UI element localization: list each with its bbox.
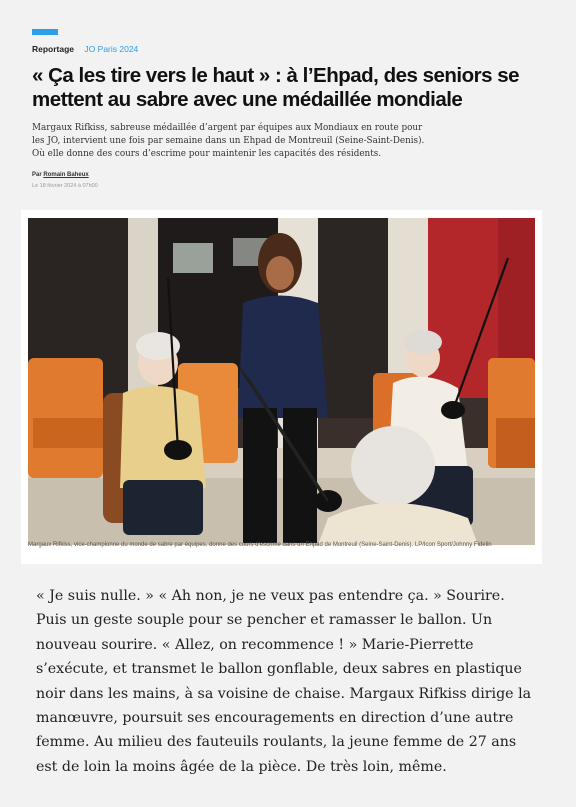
article-photo[interactable]: [28, 218, 535, 545]
author-link[interactable]: Romain Baheux: [43, 172, 89, 178]
topic-tag[interactable]: JO Paris 2024: [84, 44, 139, 54]
fencing-lesson-photo: [28, 218, 535, 545]
article-body-paragraph: « Je suis nulle. » « Ah non, je ne veux pas entendre ça. » Sourire. Puis un geste souple pour se pencher et ramasser le ballon. Un nouveau sourire. « Allez, on recommence ! » Marie-Pierrette s’exécute, et transmet le ballon gonflable, deux sabres en plastique noir dans les mains, à sa voisine de chaise. Margaux Rifkiss dirige la manœuvre, poursuit ses encouragements en direction d’une autre femme. Au milieu des fauteuils roulants, la jeune femme de 27 ans est de loin la moins âgée de la pièce. De très loin, même.: [36, 588, 532, 775]
article-headline: « Ça les tire vers le haut » : à l’Ehpad, des seniors se mettent au sabre avec une médaillée mondiale: [32, 64, 520, 111]
article-lede: Margaux Rifkiss, sabreuse médaillée d’argent par équipes aux Mondiaux en route pour les JO, intervient une fois par semaine dans un Ehpad de Montreuil (Seine-Saint-Denis). Où elle donne des cours d’escrime pour maintenir les capacités des résidents.: [32, 123, 425, 159]
byline-prefix: Par: [32, 172, 42, 178]
publish-date: Le 18 février 2024 à 07h00: [32, 183, 98, 189]
article-figure: [21, 210, 542, 564]
section-accent-bar: [32, 29, 58, 35]
section-label[interactable]: Reportage: [32, 44, 75, 54]
article-kicker: [32, 44, 138, 54]
byline: [32, 172, 89, 178]
photo-caption: Margaux Rifkiss, vice-championne du monde de sabre par équipes, donne des cours d’escrime dans un Ehpad de Montreuil (Seine-Saint-Denis). LP/Icon Sport/Johnny Fidelin: [28, 542, 492, 548]
